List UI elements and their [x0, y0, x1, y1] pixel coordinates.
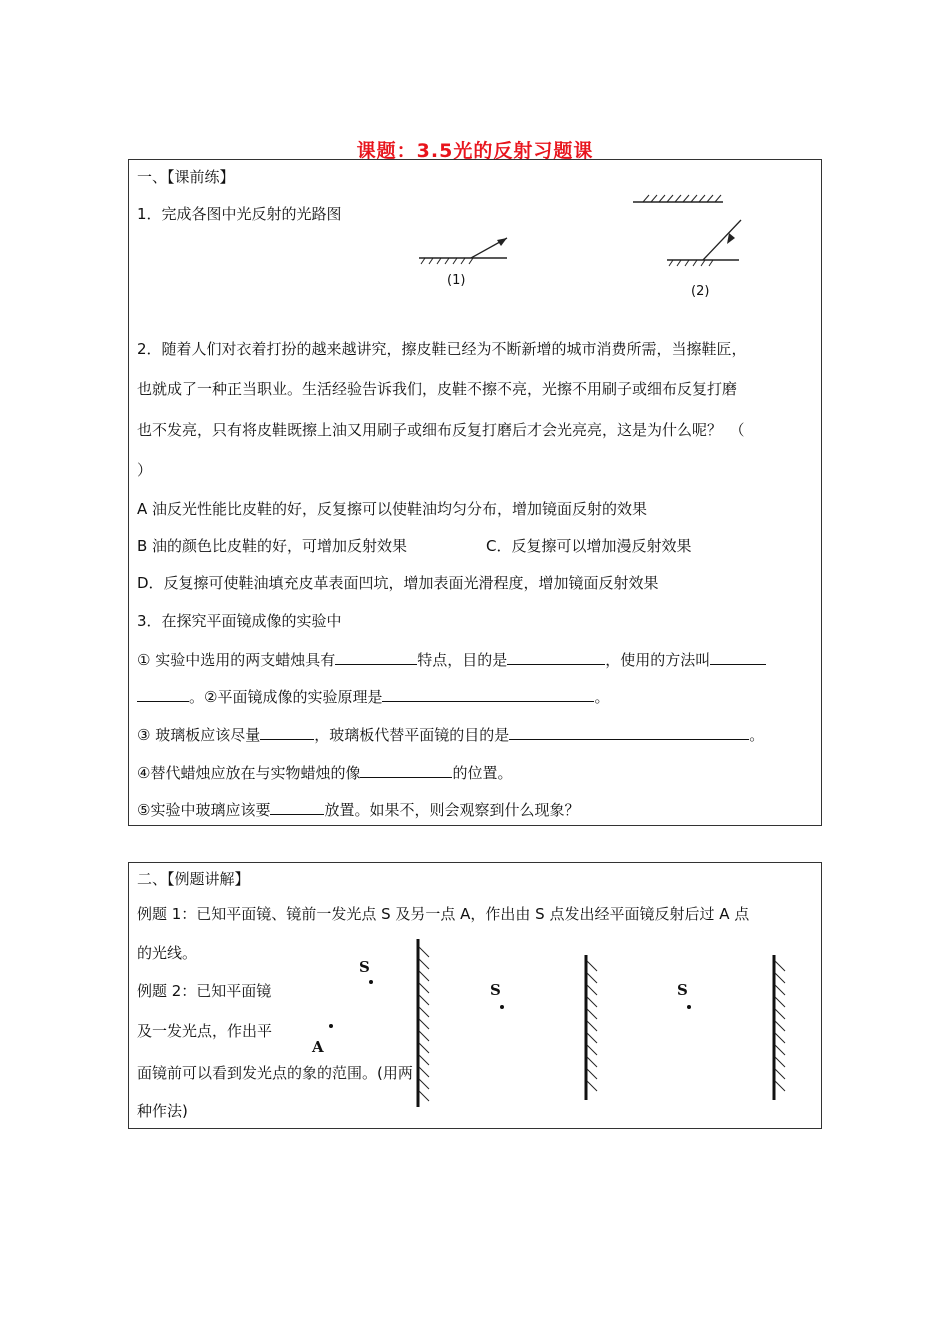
q3-line-4	[137, 762, 512, 783]
q3-text: 3．在探究平面镜成像的实验中	[137, 612, 342, 630]
q3-line-3	[137, 724, 764, 745]
q2-option-d: D．反复擦可使鞋油填充皮革表面凹坑，增加表面光滑程度，增加镜面反射效果	[137, 574, 659, 592]
q3-l4-text-a: ④替代蜡烛应放在与实物蜡烛的像	[137, 764, 361, 782]
example-2-line-3: 面镜前可以看到发光点的象的范围。(用两	[137, 1064, 413, 1082]
mirror-2-hatching	[587, 961, 597, 1091]
q2-option-a: A 油反光性能比皮鞋的好，反复擦可以使鞋油均匀分布，增加镜面反射的效果	[137, 500, 648, 518]
point-a-dot	[328, 1023, 334, 1029]
lower-mirror-hatching	[669, 260, 713, 266]
mirror-hatching	[421, 258, 473, 264]
q3-l5-text-a: ⑤实验中玻璃应该要	[137, 801, 271, 819]
example-1-line-1: 例题 1：已知平面镜、镜前一发光点 S 及另一点 A，作出由 S 点发出经平面镜反射后过 A 点	[137, 905, 750, 923]
q3-l4-text-b: 的位置。	[452, 764, 513, 782]
point-s-label-2: S	[490, 981, 501, 999]
section1-heading: 一、【课前练】	[137, 168, 235, 186]
figure-1-mirror-diagram	[419, 232, 519, 292]
point-s-dot-3	[686, 1004, 692, 1010]
point-a-label: A	[312, 1038, 324, 1056]
q2-option-b: B 油的颜色比皮鞋的好，可增加反射效果	[137, 537, 408, 555]
blank-candle-position[interactable]	[360, 762, 452, 778]
example-2-line-2: 及一发光点，作出平	[137, 1022, 273, 1040]
blank-principle[interactable]	[382, 686, 594, 702]
example-1-line-2: 的光线。	[137, 944, 198, 962]
q2-line-4: ）	[137, 461, 153, 479]
q3-line-5	[137, 799, 579, 820]
figure-2-label: (2)	[691, 284, 710, 299]
q1-text: 1．完成各图中光反射的光路图	[137, 205, 342, 223]
example-explanation-box	[128, 862, 822, 1129]
q3-line-2	[137, 686, 609, 707]
blank-placement[interactable]	[270, 799, 324, 815]
blank-method-part1[interactable]	[710, 649, 766, 665]
point-s-dot-2	[499, 1004, 505, 1010]
example-2-line-1: 例题 2：已知平面镜	[137, 982, 272, 1000]
blank-feature[interactable]	[335, 649, 417, 665]
point-s-label-3: S	[677, 981, 688, 999]
mirror-1-hatching	[419, 947, 429, 1101]
q3-l2-text-b: 。	[594, 688, 610, 706]
pre-class-practice-box	[128, 159, 822, 826]
mirror-2-vertical	[583, 955, 603, 1105]
blank-purpose[interactable]	[507, 649, 605, 665]
q2-line-2: 也就成了一种正当职业。生活经验告诉我们，皮鞋不擦不亮，光擦不用刷子或细布反复打磨	[137, 380, 738, 398]
section2-heading: 二、【例题讲解】	[137, 870, 250, 888]
q3-l1-text-b: 特点，目的是	[417, 651, 508, 669]
q3-l1-text-c: ，使用的方法叫	[605, 651, 711, 669]
q3-l3-text-b: ，玻璃板代替平面镜的目的是	[314, 726, 510, 744]
q3-l5-text-b: 放置。如果不，则会观察到什么现象？	[324, 801, 580, 819]
blank-glass-purpose[interactable]	[509, 724, 749, 740]
q2-line-1: 2．随着人们对衣着打扮的越来越讲究，擦皮鞋已经为不断新增的城市消费所需，当擦鞋匠，	[137, 340, 747, 358]
incident-ray	[703, 220, 741, 260]
q2-option-c: C．反复擦可以增加漫反射效果	[486, 537, 692, 555]
point-s-dot	[368, 979, 374, 985]
q3-l1-text-a: ① 实验中选用的两支蜡烛具有	[137, 651, 336, 669]
upper-mirror-hatching	[643, 195, 721, 202]
q3-l2-text-a: 。②平面镜成像的实验原理是	[189, 688, 383, 706]
mirror-3-vertical	[771, 955, 791, 1105]
figure-2-mirror-diagram	[629, 186, 739, 276]
ray-arrowhead-icon	[727, 233, 735, 244]
blank-method-part2[interactable]	[137, 686, 189, 702]
mirror-1-vertical	[415, 939, 435, 1119]
figure-1-label: (1)	[447, 273, 466, 288]
mirror-3-hatching	[775, 961, 785, 1091]
ray-arrowhead-icon	[497, 238, 507, 246]
q3-line-1	[137, 649, 766, 670]
q3-l3-text-a: ③ 玻璃板应该尽量	[137, 726, 261, 744]
blank-glass-thickness[interactable]	[260, 724, 314, 740]
page-title: 课题：3.5光的反射习题课	[356, 140, 594, 162]
q3-l3-text-c: 。	[749, 726, 765, 744]
q2-line-3: 也不发亮，只有将皮鞋既擦上油又用刷子或细布反复打磨后才会光亮亮，这是为什么呢？ （	[137, 421, 745, 439]
point-s-label: S	[359, 958, 370, 976]
example-2-line-4: 种作法)	[137, 1102, 188, 1120]
